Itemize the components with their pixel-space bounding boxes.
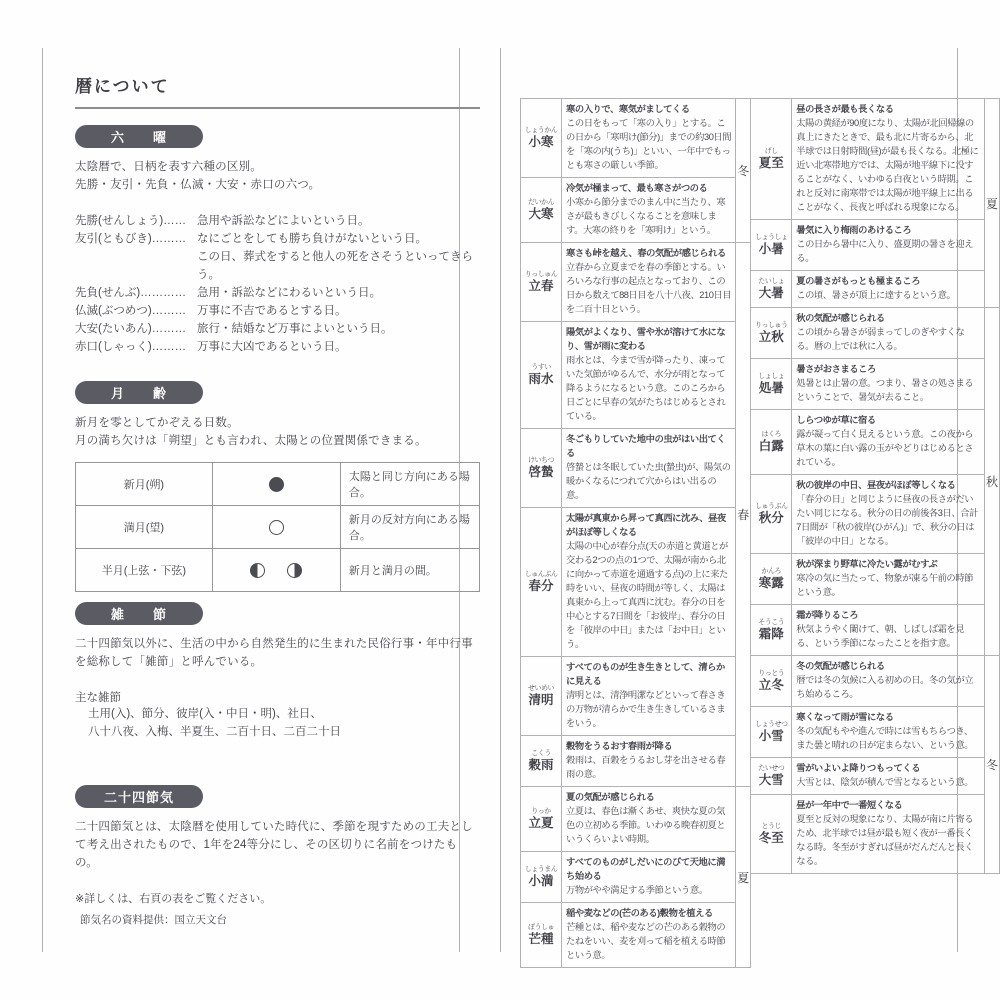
sekki-row xyxy=(751,554,1000,605)
sekki-name: 小雪 xyxy=(758,729,784,743)
rokuyo-description xyxy=(197,284,480,302)
sekki-name-cell xyxy=(751,795,792,874)
sekki-desc-cell xyxy=(792,359,985,410)
sekki-body: 立夏は、春色は漸くあせ、爽快な夏の気色の立初める季節。いわゆる晩春初夏というくらいよい時期。 xyxy=(566,806,726,844)
sekki-furigana: しょうまん xyxy=(524,866,558,873)
sekki-headline: 夏の気配が感じられる xyxy=(566,792,655,802)
sekki-name-cell xyxy=(521,243,562,322)
sekki-desc-cell xyxy=(792,656,985,707)
sekki-name: 立秋 xyxy=(758,330,784,344)
sekki-row xyxy=(751,359,1000,410)
sekki-headline: 暑気に入り梅雨のあけるころ xyxy=(796,225,912,235)
rokuyo-intro xyxy=(75,158,480,194)
sekki-desc-cell xyxy=(562,429,736,508)
sekki-furigana: とうじ xyxy=(761,823,781,830)
sekki-headline: 冬ごもりしていた地中の虫がはい出てくる xyxy=(566,434,726,458)
sekki-row xyxy=(521,736,751,787)
sekki-furigana: せいめい xyxy=(528,685,554,692)
sekki-name: 小寒 xyxy=(528,135,554,149)
zassetsu-sub-heading: 主な雑節 xyxy=(75,692,121,704)
sekki-headline: 寒の入りで、寒気がましてくる xyxy=(566,104,690,114)
sekki-name: 小満 xyxy=(528,874,554,888)
sekki-furigana: こくう xyxy=(531,750,551,757)
rokuyo-term: 赤口(しゃっく)……… xyxy=(75,341,187,353)
moon-outline-icon xyxy=(269,520,284,535)
sekki-furigana: りっしゅう xyxy=(754,322,788,329)
sekki-name-cell xyxy=(521,99,562,178)
moon-term-cell: 半月(上弦・下弦) xyxy=(76,549,213,592)
sekki-name-cell xyxy=(521,429,562,508)
sekki-name: 冬至 xyxy=(758,831,784,845)
sekki-body: 夏至と反対の現象になり、太陽が南に片寄るため、北半球では昼が最も短く夜が一番長くなる時。冬至がすぎれば昼がだんだんと長くなる。 xyxy=(796,814,974,866)
sekki-body: 万物がやや満足する季節という意。 xyxy=(566,885,708,895)
sekki-desc-cell xyxy=(792,99,985,220)
sekki-name-cell xyxy=(521,657,562,736)
sekki-headline: 寒さも峠を越え、春の気配が感じられる xyxy=(566,248,726,258)
moon-left-half-icon xyxy=(250,563,265,578)
nijushisekki-body: 二十四節気とは、太陰暦を使用していた時代に、季節を現すための工夫として考え出されたもので、1年を24等分にし、その区切りに名前をつけたもの。 xyxy=(75,821,473,869)
sekki-body: 秋気ようやく闌けて、朝、しばしば霜を見る、という季節になったことを指す意。 xyxy=(796,624,965,648)
sekki-headline: 陽気がよくなり、雪や氷が溶けて水になり、雪が雨に変わる xyxy=(566,327,726,351)
sekki-headline: 稲や麦などの(芒のある)穀物を植える xyxy=(566,908,713,918)
sekki-body: 大雪とは、陰気が積んで雪となるという意。 xyxy=(796,777,974,787)
sekki-headline: 穀物をうるおす春雨が降る xyxy=(566,741,673,751)
sekki-furigana: しょうせつ xyxy=(754,721,788,728)
sekki-desc-cell xyxy=(562,178,736,243)
sekki-headline: 秋の気配が感じられる xyxy=(796,313,885,323)
rokuyo-description-line: 万事に不吉であるとする日。 xyxy=(197,305,347,317)
sekki-furigana: かんろ xyxy=(761,568,781,575)
season-label: 冬 xyxy=(985,656,1000,874)
sekki-furigana: しゅうぶん xyxy=(754,503,788,510)
sekki-desc-cell xyxy=(792,554,985,605)
sekki-body: 冬の気配もやや進んで時には雪もちらつき、また曇と晴れの日が定まらない、という意。 xyxy=(796,726,974,750)
sekki-furigana: そうこう xyxy=(758,619,785,626)
zassetsu-item: 土用(入)、節分、彼岸(入・中日・明)、社日、 xyxy=(88,708,322,720)
sekki-name-cell xyxy=(521,852,562,903)
zassetsu-body: 二十四節気以外に、生活の中から自然発生的に生まれた民俗行事・年中行事を総称して「雑節」と呼んでいる。 xyxy=(75,638,473,668)
sekki-furigana: げし xyxy=(764,148,778,155)
rokuyo-definition-row xyxy=(75,338,480,356)
sekki-headline: 霜が降りるころ xyxy=(796,610,859,620)
sekki-row xyxy=(751,308,1000,359)
moon-table-row xyxy=(76,549,480,592)
rokuyo-term: 仏滅(ぶつめつ)……… xyxy=(75,305,187,317)
sekki-name: 白露 xyxy=(758,439,784,453)
sekki-row xyxy=(751,605,1000,656)
sekki-row xyxy=(521,243,751,322)
getsurei-intro-line: 新月を零としてかぞえる日数。 xyxy=(75,417,239,429)
sekki-desc-cell xyxy=(792,410,985,475)
sekki-desc-cell xyxy=(562,243,736,322)
sekki-desc-cell xyxy=(562,787,736,852)
zassetsu-item: 八十八夜、入梅、半夏生、二百十日、二百二十日 xyxy=(88,726,341,738)
nijushisekki-note: ※詳しくは、右頁の表をご覧ください。 xyxy=(75,893,272,905)
sekki-name-cell xyxy=(751,271,792,308)
section-badge-rokuyo: 六 曜 xyxy=(75,125,203,148)
sekki-body: 寒冷の気に当たって、物象が凍る午前の時節という意。 xyxy=(796,573,973,597)
sekki-furigana: りっとう xyxy=(758,670,785,677)
sekki-name: 夏至 xyxy=(758,156,784,170)
sekki-headline: 暑さがおさまるころ xyxy=(796,364,876,374)
moon-desc-cell: 新月と満月の間。 xyxy=(340,549,479,592)
rokuyo-description-line: 旅行・結婚など万事によいという日。 xyxy=(197,323,393,335)
sekki-name-cell xyxy=(751,707,792,758)
sekki-body: この頃から暑さが弱まってしのぎやすくなる。暦の上では秋に入る。 xyxy=(796,327,965,351)
moon-symbol-cell xyxy=(212,463,340,506)
rokuyo-description-line: この日、葬式をすると他人の死をさそうといってきらう。 xyxy=(197,251,473,281)
sekki-desc-cell xyxy=(562,508,736,657)
getsurei-intro xyxy=(75,414,480,450)
sekki-name: 寒露 xyxy=(758,576,784,590)
sekki-name: 啓蟄 xyxy=(528,465,554,479)
sekki-desc-cell xyxy=(562,99,736,178)
rokuyo-description-line: 万事に大凶であるという日。 xyxy=(197,341,347,353)
sekki-body: この頃、暑さが頂上に達するという意。 xyxy=(796,290,956,300)
sekki-name-cell xyxy=(751,656,792,707)
sekki-headline: 秋の彼岸の中日、昼夜がほぼ等しくなる xyxy=(796,480,956,490)
sekki-furigana: うすい xyxy=(531,364,551,371)
sekki-body: 雨水とは、今まで雪が降ったり、凍っていた気節がゆるんで、水分が雨となって降るようになるという意。このころから日ごとに早春の気がたちはじめるとされている。 xyxy=(566,355,726,421)
sekki-name-cell xyxy=(751,410,792,475)
sekki-name-cell xyxy=(751,220,792,271)
sekki-name-cell xyxy=(521,736,562,787)
left-page xyxy=(75,72,480,927)
sekki-row xyxy=(751,795,1000,874)
sekki-name: 秋分 xyxy=(758,511,784,525)
rokuyo-term: 友引(ともびき)……… xyxy=(75,233,187,245)
sekki-body: 啓蟄とは冬眠していた虫(蟄虫)が、陽気の暖かくなるにつれて穴からはい出るの意。 xyxy=(566,462,731,500)
moon-symbol-cell xyxy=(212,549,340,592)
sekki-desc-cell xyxy=(792,707,985,758)
section-badge-getsurei: 月 齢 xyxy=(75,381,203,404)
sekki-name: 春分 xyxy=(528,579,554,593)
sekki-row xyxy=(751,271,1000,308)
moon-table-row xyxy=(76,463,480,506)
sekki-body: 芒種とは、稲や麦などの芒のある穀物のたねをいい、麦を刈って稲を植える時節という意。 xyxy=(566,922,726,960)
sekki-name: 大暑 xyxy=(758,286,784,300)
sekki-furigana: しょうしょ xyxy=(754,234,788,241)
sekki-column-right xyxy=(750,98,1000,874)
rokuyo-description xyxy=(197,230,480,284)
moon-term-cell: 満月(望) xyxy=(76,506,213,549)
moon-desc-cell: 新月の反対方向にある場合。 xyxy=(340,506,479,549)
sekki-name: 小暑 xyxy=(758,242,784,256)
rokuyo-intro-line: 太陰暦で、日柄を表す六種の区別。 xyxy=(75,161,262,173)
rokuyo-definition-row xyxy=(75,302,480,320)
sekki-row xyxy=(521,657,751,736)
sekki-furigana: たいしょ xyxy=(758,278,785,285)
sekki-row xyxy=(751,707,1000,758)
sekki-headline: 寒くなって雨が雪になる xyxy=(796,712,894,722)
sekki-body: 小寒から節分までのまん中に当たり、寒さが最もきびしくなることを意味します。大寒の終りを「寒明け」という。 xyxy=(566,197,726,235)
sekki-furigana: しょしょ xyxy=(758,373,785,380)
sekki-body: 「春分の日」と同じように昼夜の長さがだいたい同じになる。秋分の日の前後各3日、合計7日間が「秋の彼岸(ひがん)」で、秋分の日は「彼岸の中日」となる。 xyxy=(796,494,978,546)
sekki-row xyxy=(521,852,751,903)
rokuyo-intro-line: 先勝・友引・先負・仏滅・大安・赤口の六つ。 xyxy=(75,179,321,191)
rokuyo-description xyxy=(197,212,480,230)
sekki-desc-cell xyxy=(562,852,736,903)
rokuyo-definition-row xyxy=(75,320,480,338)
sekki-row xyxy=(751,220,1000,271)
sekki-furigana: しょうかん xyxy=(524,127,558,134)
section-badge-nijushisekki: 二十四節気 xyxy=(75,785,203,808)
rokuyo-description-line: なにごとをしても勝ち負けがないという日。 xyxy=(197,233,427,245)
sekki-body: 太陽の中心が春分点(天の赤道と黄道とが交わる2つの点の1つで、太陽が南から北に向かって赤道を通過する点)の上に来た時をいい、昼夜の時間が等しく、太陽は真東から上って真西に沈む。春分の日を中心とする7日間を「お彼岸」、春分の日を「彼岸の中日」または「お中日」という。 xyxy=(566,541,728,649)
sekki-furigana: だいかん xyxy=(528,199,554,206)
season-label: 夏 xyxy=(736,787,751,968)
sekki-name-cell xyxy=(751,554,792,605)
sekki-name-cell xyxy=(751,359,792,410)
moon-phase-table xyxy=(75,462,480,592)
sekki-desc-cell xyxy=(562,903,736,968)
sekki-row xyxy=(751,656,1000,707)
sekki-headline: 冬の気配が感じられる xyxy=(796,661,885,671)
sekki-headline: しらつゆが草に宿る xyxy=(796,415,876,425)
sekki-body: 暦では冬の気候に入る初めの日。冬の気が立ち始めるころ。 xyxy=(796,675,974,699)
moon-term-cell: 新月(朔) xyxy=(76,463,213,506)
sekki-name-cell xyxy=(521,903,562,968)
sekki-desc-cell xyxy=(792,271,985,308)
page-edge-line xyxy=(42,48,43,952)
sekki-name-cell xyxy=(751,308,792,359)
sekki-body: 太陽の黄経が90度になり、太陽が北回帰線の真上にきたときで、最も北に片寄るから、北半球では日射時間(昼)が最も長くなる。北極に近い北寒帯地方では、太陽が地平線下に没することがなく、いわゆる白夜という時期。これと反対に南寒帯では太陽が地平線上に出ることがなく、長夜と呼ばれる現象になる。 xyxy=(796,118,979,212)
sekki-row xyxy=(521,787,751,852)
sekki-desc-cell xyxy=(792,220,985,271)
sekki-furigana: りっしゅん xyxy=(524,271,558,278)
rokuyo-description xyxy=(197,338,480,356)
sekki-desc-cell xyxy=(792,605,985,656)
season-label: 冬 xyxy=(736,99,751,243)
sekki-body: 穀雨は、百穀をうるおし芽を出させる春雨の意。 xyxy=(566,755,726,779)
sekki-body: この日をもって「寒の入り」とする。この日から「寒明け(節分)」までの約30日間を「寒の内(うち)」といい、一年中でもっとも寒さの厳しい季節。 xyxy=(566,118,732,170)
sekki-name-cell xyxy=(521,508,562,657)
getsurei-intro-line: 月の満ち欠けは「朔望」とも言われ、太陽との位置関係できまる。 xyxy=(75,435,427,447)
sekki-name: 芒種 xyxy=(528,932,554,946)
rokuyo-description xyxy=(197,320,480,338)
sekki-headline: 秋が深まり野草に冷たい露がむすぶ xyxy=(796,559,938,569)
rokuyo-term: 先負(せんぶ)………… xyxy=(75,287,187,299)
sekki-furigana: はくろ xyxy=(761,431,781,438)
sekki-name-cell xyxy=(751,475,792,554)
sekki-name-cell xyxy=(521,178,562,243)
rokuyo-description-line: 急用・訴訟などにわるいという日。 xyxy=(197,287,381,299)
page-edge-line xyxy=(500,48,501,952)
sekki-name: 穀雨 xyxy=(528,758,554,772)
moon-right-half-icon xyxy=(287,563,302,578)
rokuyo-term: 大安(たいあん)……… xyxy=(75,323,187,335)
rokuyo-description xyxy=(197,302,480,320)
sekki-body: 立春から立夏までを春の季節とする。いろいろな行事の起点となっており、この日から数えて88日目を八十八夜、210日目を二百十日という。 xyxy=(566,262,732,314)
sekki-headline: 雪がいよいよ降りつもってくる xyxy=(796,763,921,773)
sekki-furigana: たいせつ xyxy=(758,765,785,772)
sekki-row xyxy=(751,758,1000,795)
sekki-name: 処暑 xyxy=(758,381,784,395)
sekki-name: 立春 xyxy=(528,279,554,293)
sekki-row xyxy=(751,410,1000,475)
rokuyo-description-line: 急用や訴訟などによいという日。 xyxy=(197,215,370,227)
sekki-body: 露が凝って白く見えるという意。この夜から草木の葉に白い露の玉がやどりはじめるとされている。 xyxy=(796,429,974,467)
sekki-row xyxy=(521,508,751,657)
season-label: 春 xyxy=(736,243,751,787)
sekki-desc-cell xyxy=(792,758,985,795)
nijushisekki-credit: 節気名の資料提供：国立天文台 xyxy=(80,914,227,926)
sekki-headline: 昼が一年中で一番短くなる xyxy=(796,800,903,810)
sekki-row xyxy=(751,99,1000,220)
sekki-name-cell xyxy=(751,605,792,656)
sekki-desc-cell xyxy=(792,795,985,874)
rokuyo-term: 先勝(せんしょう)…… xyxy=(75,215,187,227)
sekki-furigana: しゅんぶん xyxy=(524,571,558,578)
sekki-desc-cell xyxy=(562,657,736,736)
sekki-headline: 冷気が極まって、最も寒さがつのる xyxy=(566,183,708,193)
sekki-furigana: けいちつ xyxy=(528,457,554,464)
season-label: 秋 xyxy=(985,308,1000,656)
sekki-furigana: りっか xyxy=(531,808,551,815)
sekki-desc-cell xyxy=(562,322,736,429)
sekki-desc-cell xyxy=(792,475,985,554)
sekki-name: 清明 xyxy=(528,693,554,707)
sekki-name: 雨水 xyxy=(528,372,554,386)
right-page-sekki-table xyxy=(520,98,1000,968)
sekki-name: 大寒 xyxy=(528,207,554,221)
sekki-name-cell xyxy=(521,787,562,852)
sekki-headline: すべてのものがしだいにのびて天地に満ち始める xyxy=(566,857,726,881)
sekki-headline: すべてのものが生き生きとして、清らかに見える xyxy=(566,662,725,686)
moon-table-row xyxy=(76,506,480,549)
rokuyo-definition-row xyxy=(75,230,480,284)
sekki-body: 清明とは、清浄明潔などといって春さきの万物が清らかで生き生きしているさまをいう。 xyxy=(566,690,726,728)
moon-filled-icon xyxy=(269,477,284,492)
moon-symbol-cell xyxy=(212,506,340,549)
sekki-desc-cell xyxy=(562,736,736,787)
sekki-name: 霜降 xyxy=(758,627,784,641)
sekki-headline: 昼の長さが最も長くなる xyxy=(796,104,894,114)
sekki-name-cell xyxy=(751,99,792,220)
moon-desc-cell: 太陽と同じ方向にある場合。 xyxy=(340,463,479,506)
sekki-name-cell xyxy=(521,322,562,429)
sekki-furigana: ぼうしゅ xyxy=(528,924,554,931)
sekki-name-cell xyxy=(751,758,792,795)
sekki-desc-cell xyxy=(792,308,985,359)
sekki-row xyxy=(521,903,751,968)
sekki-body: この日から暑中に入り、盛夏期の暑さを迎える。 xyxy=(796,239,974,263)
sekki-name: 大雪 xyxy=(758,773,784,787)
sekki-name: 立冬 xyxy=(758,678,784,692)
sekki-headline: 太陽が真東から昇って真西に沈み、昼夜がほぼ等しくなる xyxy=(566,513,726,537)
sekki-row xyxy=(521,429,751,508)
sekki-body: 処暑とは止暑の意。つまり、暑さの処さまるということで、暑気が去ること。 xyxy=(796,378,974,402)
sekki-headline: 夏の暑さがもっとも極まるころ xyxy=(796,276,921,286)
rokuyo-definition-list xyxy=(75,212,480,356)
rokuyo-definition-row xyxy=(75,284,480,302)
sekki-row xyxy=(521,178,751,243)
sekki-name: 立夏 xyxy=(528,816,554,830)
season-label: 夏 xyxy=(985,99,1000,308)
sekki-row xyxy=(521,99,751,178)
sekki-column-left xyxy=(520,98,751,968)
sekki-row xyxy=(751,475,1000,554)
sekki-row xyxy=(521,322,751,429)
page-title: 暦について xyxy=(75,72,480,109)
rokuyo-definition-row xyxy=(75,212,480,230)
section-badge-zassetsu: 雑 節 xyxy=(75,602,203,625)
